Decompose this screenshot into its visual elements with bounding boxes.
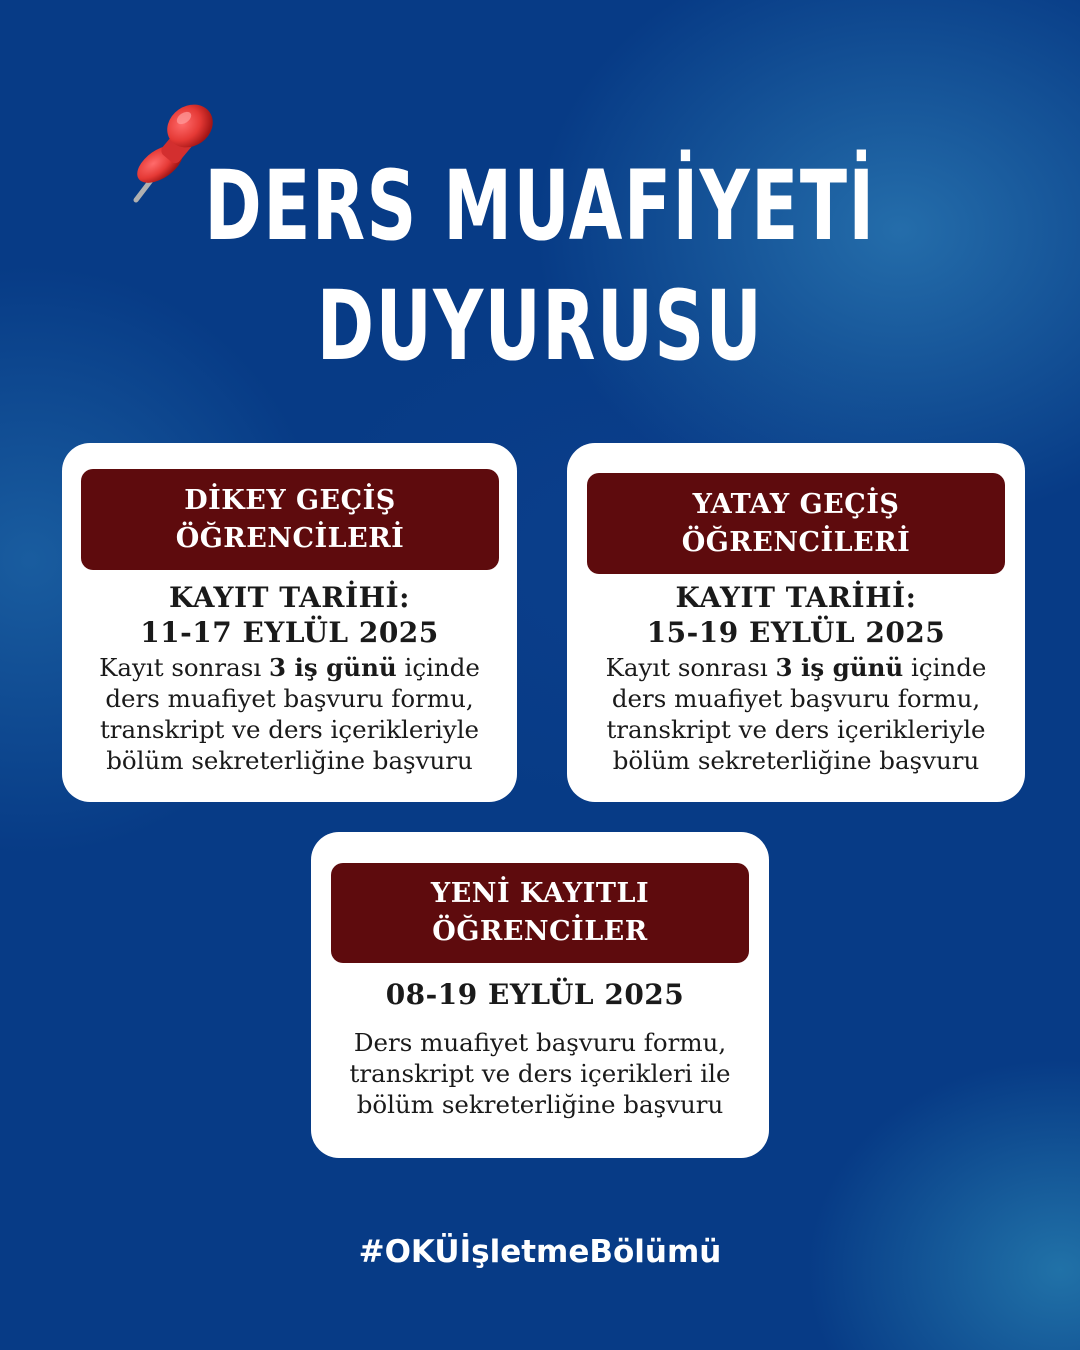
date-range: 08-19 EYLÜL 2025	[385, 978, 685, 1011]
card-yatay-gecis	[567, 443, 1025, 802]
date-label: KAYIT TARİHİ:	[675, 581, 917, 614]
card-header-line1: YENİ KAYITLI	[430, 878, 650, 909]
card-header-line1: DİKEY GEÇİŞ	[184, 484, 396, 516]
card-description: Ders muafiyet başvuru formu, transkript ve ders içerikleri ile bölüm sekreterliğine başvuru	[349, 1028, 731, 1119]
card-header-line1: YATAY GEÇİŞ	[692, 488, 900, 520]
card-header	[587, 473, 1005, 574]
card-header-line2: ÖĞRENCİLERİ	[175, 522, 405, 554]
registration-date	[62, 580, 517, 650]
card-description: Kayıt sonrası 3 iş günü içinde ders muafiyet başvuru formu, transkript ve ders içerikleriyle bölüm sekreterliğine başvuru	[99, 653, 480, 775]
card-dikey-gecis	[62, 443, 517, 802]
registration-date	[567, 580, 1025, 650]
card-header	[331, 863, 749, 963]
card-description: Kayıt sonrası 3 iş günü içinde ders muafiyet başvuru formu, transkript ve ders içerikleriyle bölüm sekreterliğine başvuru	[605, 653, 987, 775]
hashtag: #OKÜİşletmeBölümü	[358, 1234, 722, 1270]
date-range: 11-17 EYLÜL 2025	[140, 616, 439, 649]
date-range: 15-19 EYLÜL 2025	[646, 616, 946, 649]
page-title-line1: DERS MUAFİYETİ	[204, 150, 876, 262]
date-label: KAYIT TARİHİ:	[169, 581, 410, 614]
registration-date	[311, 977, 759, 1012]
card-header	[81, 469, 499, 570]
card-yeni-kayitli	[311, 832, 769, 1158]
card-header-line2: ÖĞRENCİLERİ	[681, 526, 911, 558]
card-header-line2: ÖĞRENCİLER	[432, 916, 648, 947]
page-title-line2: DUYURUSU	[316, 270, 764, 382]
